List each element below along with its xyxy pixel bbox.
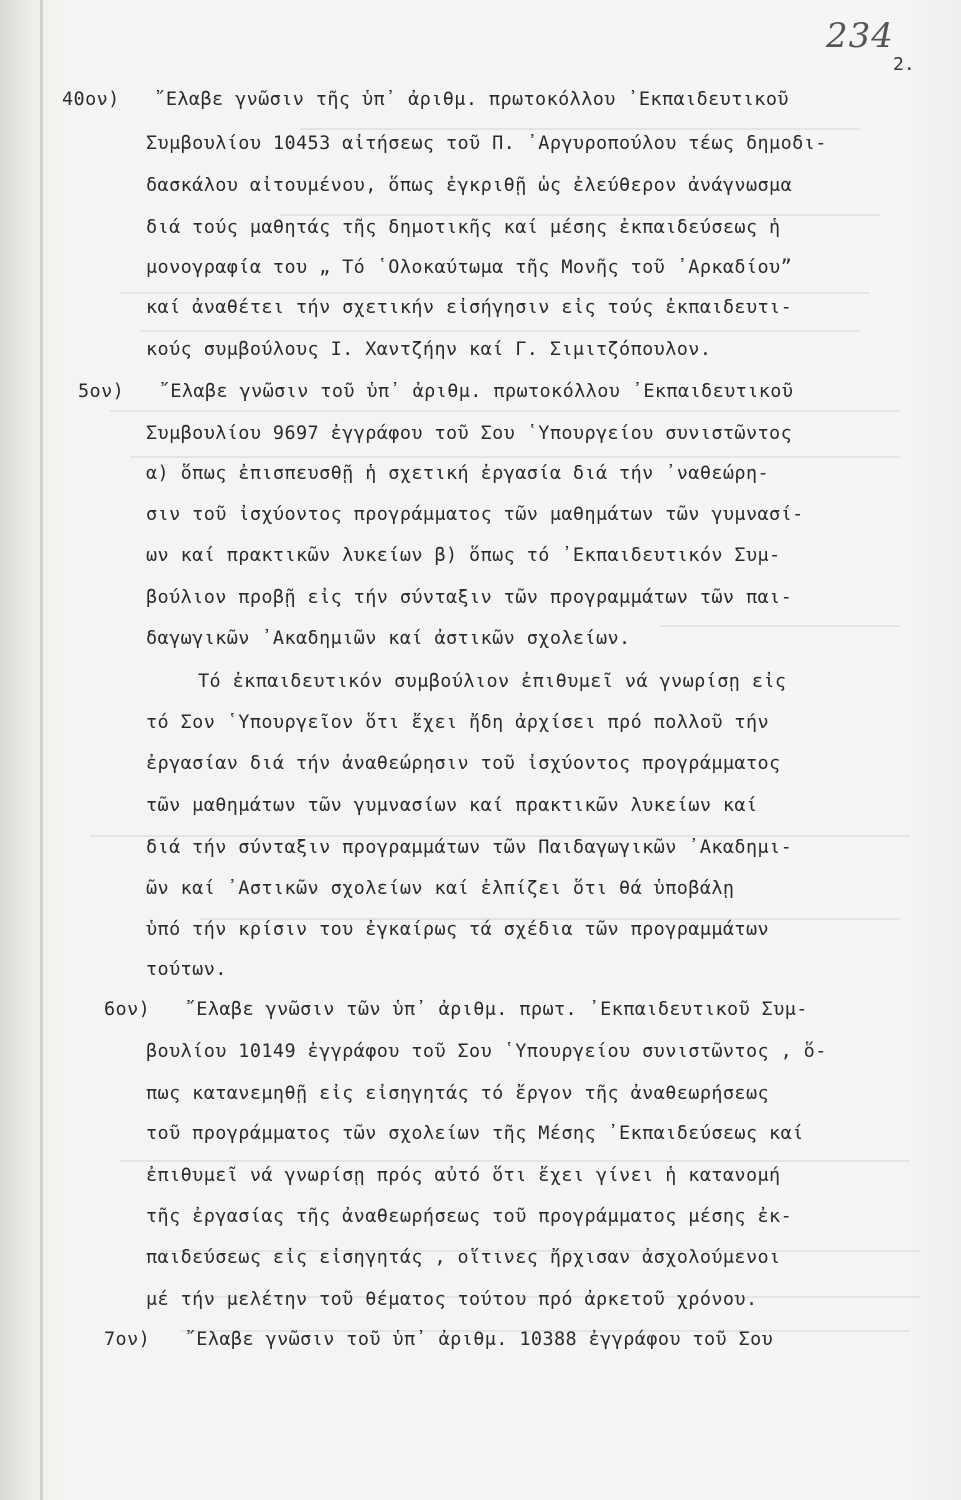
text-line: τό Σον ῾Υπουργεῖον ὅτι ἔχει ἤδη ἀρχίσει πρό πολλοῦ τήν (146, 712, 770, 733)
text-line: παιδεύσεως εἰς εἰσηγητάς , οἵτινες ἤρχισαν ἀσχολούμενοι (146, 1247, 781, 1268)
text-line: ῶν καί ᾽Αστικῶν σχολείων καί ἐλπίζει ὅτι θά ὑποβάλῃ (146, 878, 735, 899)
text-line: ων καί πρακτικῶν λυκείων β) ὅπως τό ᾽Εκπαιδευτικόν Συμ- (146, 545, 781, 566)
text-line: 40ον) ῎Ελαβε γνῶσιν τῆς ὑπ᾽ ἀριθμ. πρωτοκόλλου ᾽Εκπαιδευτικοῦ (62, 89, 789, 110)
text-line: τῆς ἐργασίας τῆς ἀναθεωρήσεως τοῦ προγράμματος μέσης ἐκ- (146, 1206, 793, 1227)
text-line: τῶν μαθημάτων τῶν γυμνασίων καί πρακτικῶν λυκείων καί (146, 795, 758, 816)
text-line: βουλίου 10149 ἐγγράφου τοῦ Σου ῾Υπουργείου συνιστῶντος , ὅ- (146, 1041, 827, 1062)
text-line: τοῦ προγράμματος τῶν σχολείων τῆς Μέσης ᾽Εκπαιδεύσεως καί (146, 1123, 804, 1144)
text-line: κούς συμβούλους Ι. Χαντζήην καί Γ. Σιμιτζόπουλον. (146, 339, 712, 360)
text-line: ἐπιθυμεῖ νά γνωρίσῃ πρός αὐτό ὅτι ἔχει γίνει ἡ κατανομή (146, 1165, 781, 1186)
text-line: δαγωγικῶν ᾽Ακαδημιῶν καί ἀστικῶν σχολείων. (146, 628, 631, 649)
text-line: καί ἀναθέτει τήν σχετικήν εἰσήγησιν εἰς τούς ἐκπαιδευτι- (146, 297, 793, 318)
text-line: πως κατανεμηθῇ εἰς εἰσηγητάς τό ἔργον τῆς ἀναθεωρήσεως (146, 1083, 770, 1104)
text-line: ὑπό τήν κρίσιν του ἐγκαίρως τά σχέδια τῶν προγραμμάτων (146, 919, 770, 940)
text-line: μέ τήν μελέτην τοῦ θέματος τούτου πρό ἀρκετοῦ χρόνου. (146, 1289, 758, 1310)
text-line: 7ον) ῎Ελαβε γνῶσιν τοῦ ὑπ᾽ ἀριθμ. 10388 ἐγγράφου τοῦ Σου (104, 1329, 774, 1350)
text-line: διά τήν σύνταξιν προγραμμάτων τῶν Παιδαγωγικῶν ᾽Ακαδημι- (146, 837, 793, 858)
text-line: Συμβουλίου 9697 ἐγγράφου τοῦ Σου ῾Υπουργείου συνιστῶντος (146, 423, 793, 444)
text-line: Τό ἐκπαιδευτικόν συμβούλιον ἐπιθυμεῖ νά γνωρίσῃ εἰς (198, 671, 787, 692)
page-number: 2. (893, 54, 915, 75)
text-line: ἐργασίαν διά τήν ἀναθεώρησιν τοῦ ἰσχύοντος προγράμματος (146, 753, 781, 774)
text-line: βούλιον προβῇ εἰς τήν σύνταξιν τῶν προγραμμάτων τῶν παι- (146, 587, 793, 608)
text-line: δασκάλου αἰτουμένου, ὅπως ἐγκριθῇ ὡς ἐλεύθερον ἀνάγνωσμα (146, 175, 793, 196)
text-line: 5ον) ῎Ελαβε γνῶσιν τοῦ ὑπ᾽ ἀριθμ. πρωτοκόλλου ᾽Εκπαιδευτικοῦ (78, 381, 794, 402)
text-line: σιν τοῦ ἰσχύοντος προγράμματος τῶν μαθημάτων τῶν γυμνασί- (146, 504, 804, 525)
text-line: διά τούς μαθητάς τῆς δημοτικῆς καί μέσης ἐκπαιδεύσεως ἡ (146, 217, 781, 238)
handwritten-folio-number: 234 (826, 16, 894, 56)
text-line: τούτων. (146, 959, 227, 980)
text-line: Συμβουλίου 10453 αἰτήσεως τοῦ Π. ᾽Αργυροπούλου τέως δημοδι- (146, 133, 827, 154)
text-line: 6ον) ῎Ελαβε γνῶσιν τῶν ὑπ᾽ ἀριθμ. πρωτ. ᾽Εκπαιδευτικοῦ Συμ- (104, 999, 808, 1020)
text-line: α) ὅπως ἐπισπευσθῇ ἡ σχετική ἐργασία διά τήν ᾽ναθεώρη- (146, 463, 770, 484)
text-line: μονογραφία του „ Τό ῾Ολοκαύτωμα τῆς Μονῆς τοῦ ᾽Αρκαδίου” (146, 257, 793, 278)
page-binding-edge (40, 0, 43, 1500)
